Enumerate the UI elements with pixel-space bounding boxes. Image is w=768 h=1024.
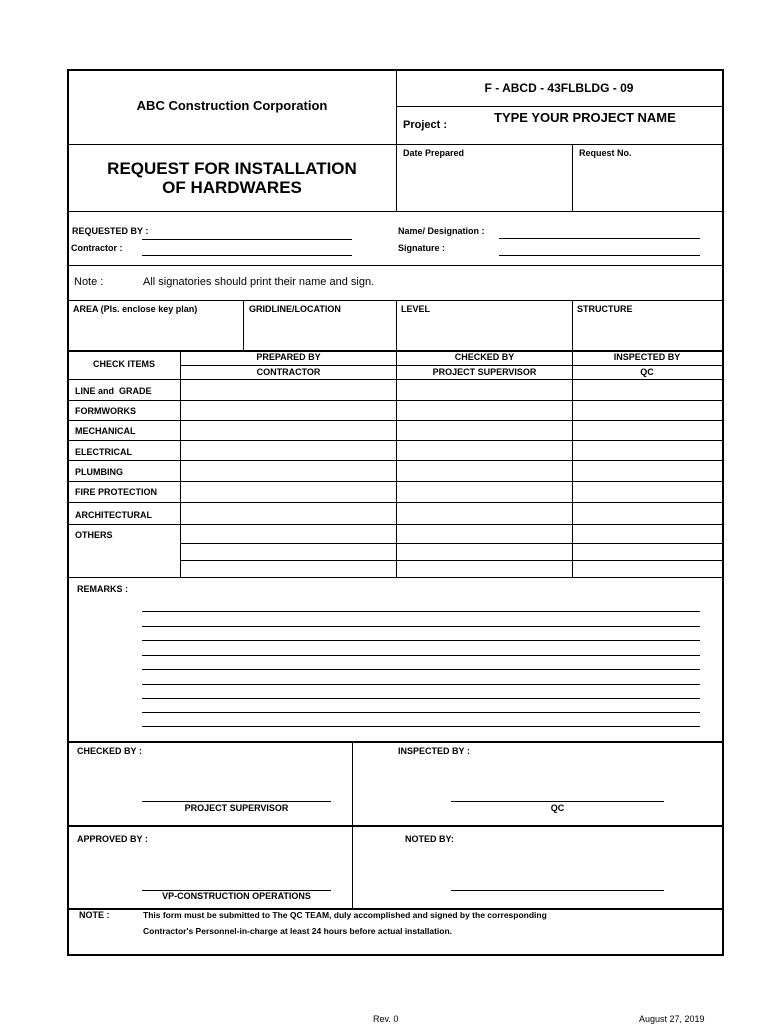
name-designation-label: Name/ Designation : (398, 226, 485, 236)
check-item-fire-protection: FIRE PROTECTION (75, 487, 158, 497)
level-label: LEVEL (401, 304, 431, 314)
company-name: ABC Construction Corporation (136, 98, 328, 113)
remarks-line-3[interactable] (142, 640, 700, 641)
area-field[interactable] (70, 316, 241, 348)
remarks-line-9[interactable] (142, 726, 700, 727)
noted-by-signature-line[interactable] (451, 890, 664, 891)
noted-by-label: NOTED BY: (405, 834, 454, 844)
row-divider-3 (68, 440, 722, 441)
row-divider-4 (68, 460, 722, 461)
form-title-line2: OF HARDWARES (162, 178, 302, 197)
inspected-by-header: INSPECTED BY (613, 352, 681, 362)
row-divider-1 (68, 400, 722, 401)
remarks-line-1[interactable] (142, 611, 700, 612)
footer-note-line1: This form must be submitted to The QC TEAM, duly accomplished and signed by the corresponding (143, 910, 547, 920)
approved-by-role: VP-CONSTRUCTION OPERATIONS (162, 891, 311, 901)
revision-label: Rev. 0 (373, 1014, 399, 1024)
form-title (68, 159, 396, 197)
location-divider-2 (396, 300, 397, 350)
location-divider-3 (572, 300, 573, 350)
checked-by-header: CHECKED BY (454, 352, 515, 362)
remarks-line-4[interactable] (142, 655, 700, 656)
remarks-bottom-divider (68, 741, 722, 743)
check-items-header: CHECK ITEMS (92, 359, 155, 369)
prepared-by-header: PREPARED BY (256, 352, 321, 362)
location-divider-1 (243, 300, 244, 350)
revision-date: August 27, 2019 (639, 1014, 705, 1024)
remarks-label: REMARKS : (77, 584, 128, 594)
date-prepared-label: Date Prepared (403, 148, 465, 158)
inspected-by-label: INSPECTED BY : (398, 746, 470, 756)
header-divider-title (68, 144, 722, 145)
check-item-line-grade: LINE and GRADE (75, 386, 152, 396)
row-divider-others-1 (180, 543, 722, 544)
check-item-others: OTHERS (75, 530, 113, 540)
checked-by-role: PROJECT SUPERVISOR (184, 803, 289, 813)
remarks-line-5[interactable] (142, 669, 700, 670)
remarks-line-2[interactable] (142, 626, 700, 627)
remarks-line-6[interactable] (142, 684, 700, 685)
note-text: All signatories should print their name and sign. (143, 276, 375, 288)
check-item-mechanical: MECHANICAL (75, 426, 136, 436)
check-item-architectural: ARCHITECTURAL (75, 510, 152, 520)
qc-header: QC (640, 367, 654, 377)
inspected-by-role: QC (550, 803, 565, 813)
note-label: Note : (74, 276, 104, 288)
date-request-divider (572, 145, 573, 211)
requested-bottom-divider (68, 265, 722, 266)
remarks-line-7[interactable] (142, 698, 700, 699)
level-field[interactable] (398, 316, 570, 348)
contractor-header: CONTRACTOR (256, 367, 321, 377)
checked-by-label: CHECKED BY : (77, 746, 142, 756)
project-label: Project : (403, 119, 448, 131)
form-title-line1: REQUEST FOR INSTALLATION (107, 159, 357, 178)
title-bottom-divider (68, 211, 722, 212)
checked-by-signature-line[interactable] (142, 801, 331, 802)
footer-note-label: NOTE : (79, 910, 110, 920)
requested-by-label: REQUESTED BY : (72, 226, 149, 236)
request-no-label: Request No. (579, 148, 632, 158)
area-label: AREA (Pls. enclose key plan) (73, 304, 198, 314)
date-prepared-field[interactable] (398, 160, 570, 208)
footer-note-line2: Contractor's Personnel-in-charge at least 24 hours before actual installation. (143, 926, 453, 936)
inspected-by-signature-line[interactable] (451, 801, 664, 802)
row-divider-2 (68, 420, 722, 421)
check-header-split (180, 365, 722, 366)
gridline-field[interactable] (245, 316, 394, 348)
request-no-field[interactable] (574, 160, 719, 208)
name-designation-field[interactable] (499, 238, 700, 239)
signoff-middle-divider (68, 825, 722, 827)
project-supervisor-header: PROJECT SUPERVISOR (432, 367, 537, 377)
check-item-electrical: ELECTRICAL (75, 447, 132, 457)
check-item-plumbing: PLUMBING (75, 467, 123, 477)
check-table-bottom (68, 577, 722, 578)
signature-label: Signature : (398, 243, 446, 253)
check-header-bottom (68, 379, 722, 380)
structure-field[interactable] (574, 316, 719, 348)
header-divider-form-code (396, 106, 722, 107)
form-code: F - ABCD - 43FLBLDG - 09 (484, 81, 634, 95)
gridline-label: GRIDLINE/LOCATION (249, 304, 341, 314)
check-item-formworks: FORMWORKS (75, 406, 136, 416)
approved-by-label: APPROVED BY : (77, 834, 148, 844)
row-divider-6 (68, 502, 722, 503)
row-divider-7 (68, 524, 722, 525)
remarks-line-8[interactable] (142, 712, 700, 713)
contractor-label: Contractor : (71, 243, 123, 253)
row-divider-5 (68, 481, 722, 482)
project-name-field[interactable]: TYPE YOUR PROJECT NAME (494, 110, 676, 125)
note-bottom-divider (68, 300, 722, 301)
signature-field[interactable] (499, 255, 700, 256)
structure-label: STRUCTURE (577, 304, 633, 314)
row-divider-others-2 (180, 560, 722, 561)
contractor-field[interactable] (142, 255, 352, 256)
requested-by-field[interactable] (142, 239, 352, 240)
